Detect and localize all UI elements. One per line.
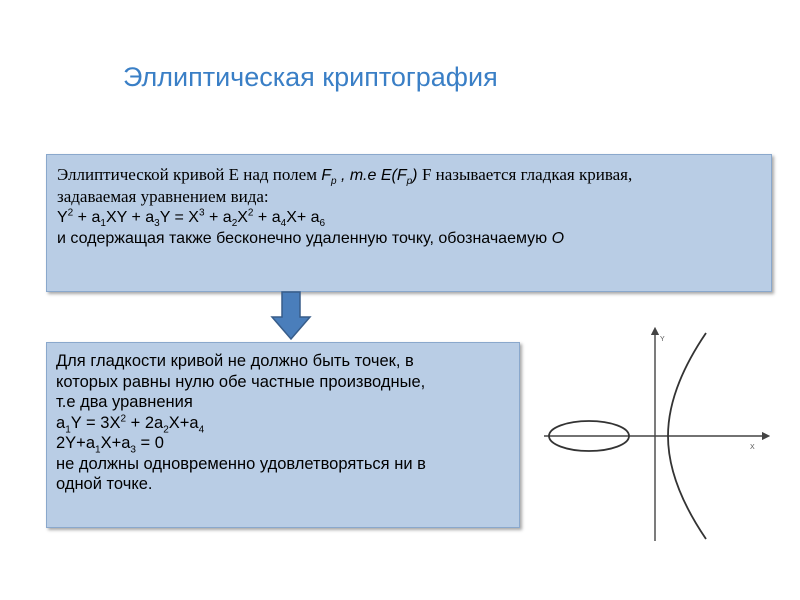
eq-part: + a [204, 209, 232, 226]
subscript: 3 [130, 444, 136, 456]
subscript: 2 [231, 218, 238, 230]
subscript: p [406, 176, 413, 188]
partial-derivative-equation-1 [56, 413, 510, 434]
smoothness-line-3: т.е два уравнения [56, 393, 193, 411]
eq-part: + a [73, 209, 101, 226]
subscript: 6 [319, 218, 326, 230]
eq-part: X [237, 209, 248, 226]
eq-part: + 2a [126, 413, 164, 432]
eq-part: Y = X [159, 209, 199, 226]
text-segment: , т.е E(F [336, 167, 407, 184]
subscript: 1 [100, 218, 106, 230]
superscript: 3 [198, 207, 205, 219]
definition-line-2: задаваемая уравнением вида: [57, 187, 269, 206]
subscript: 1 [95, 444, 101, 456]
superscript: 2 [120, 413, 127, 424]
smoothness-line-1: Для гладкости кривой не должно быть точек, в [56, 352, 414, 370]
down-arrow-icon [270, 291, 312, 341]
eq-part: X+a [100, 434, 131, 452]
eq-part: a [56, 413, 66, 432]
definition-line-4 [57, 228, 761, 249]
definition-box [46, 154, 772, 292]
superscript: 2 [67, 207, 74, 219]
definition-line-1 [57, 164, 761, 186]
eq-part: + a [253, 209, 281, 226]
smoothness-line-7: одной точке. [56, 475, 153, 493]
subscript: 4 [198, 423, 205, 435]
subscript: p [330, 176, 337, 188]
eq-part: = 0 [135, 434, 164, 452]
smoothness-line-6: не должны одновременно удовлетворяться ни в [56, 454, 426, 473]
text-segment: F называется гладкая кривая, [421, 165, 633, 184]
smoothness-line-2: которых равны нулю обе частные производные, [56, 372, 426, 391]
eq-part: X+ a [286, 209, 320, 226]
eq-part: Y = 3X [70, 413, 121, 432]
eq-part: 2Y+a [56, 434, 95, 452]
smoothness-box [46, 342, 520, 528]
y-axis-label: Y [660, 336, 665, 343]
eq-part: X+a [168, 413, 199, 432]
eq-part: Y [57, 209, 68, 226]
subscript: 3 [154, 218, 160, 230]
slide-title: Эллиптическая криптография [123, 62, 498, 92]
text-segment: и содержащая также бесконечно удаленную точку, обозначаемую [57, 230, 552, 247]
subscript: 2 [163, 423, 169, 435]
subscript: 1 [65, 423, 71, 435]
eq-part: XY + a [105, 209, 155, 226]
infinity-point-symbol: O [551, 230, 565, 247]
x-axis-label: X [750, 444, 755, 451]
superscript: 2 [247, 207, 254, 219]
subscript: 4 [280, 218, 287, 230]
elliptic-curve-graph [534, 325, 774, 547]
curve-equation [57, 207, 761, 228]
text-segment: ) [412, 167, 422, 184]
partial-derivative-equation-2 [56, 433, 510, 454]
text-segment: Эллиптической кривой E над полем [57, 165, 322, 184]
field-symbol: F [321, 167, 331, 184]
